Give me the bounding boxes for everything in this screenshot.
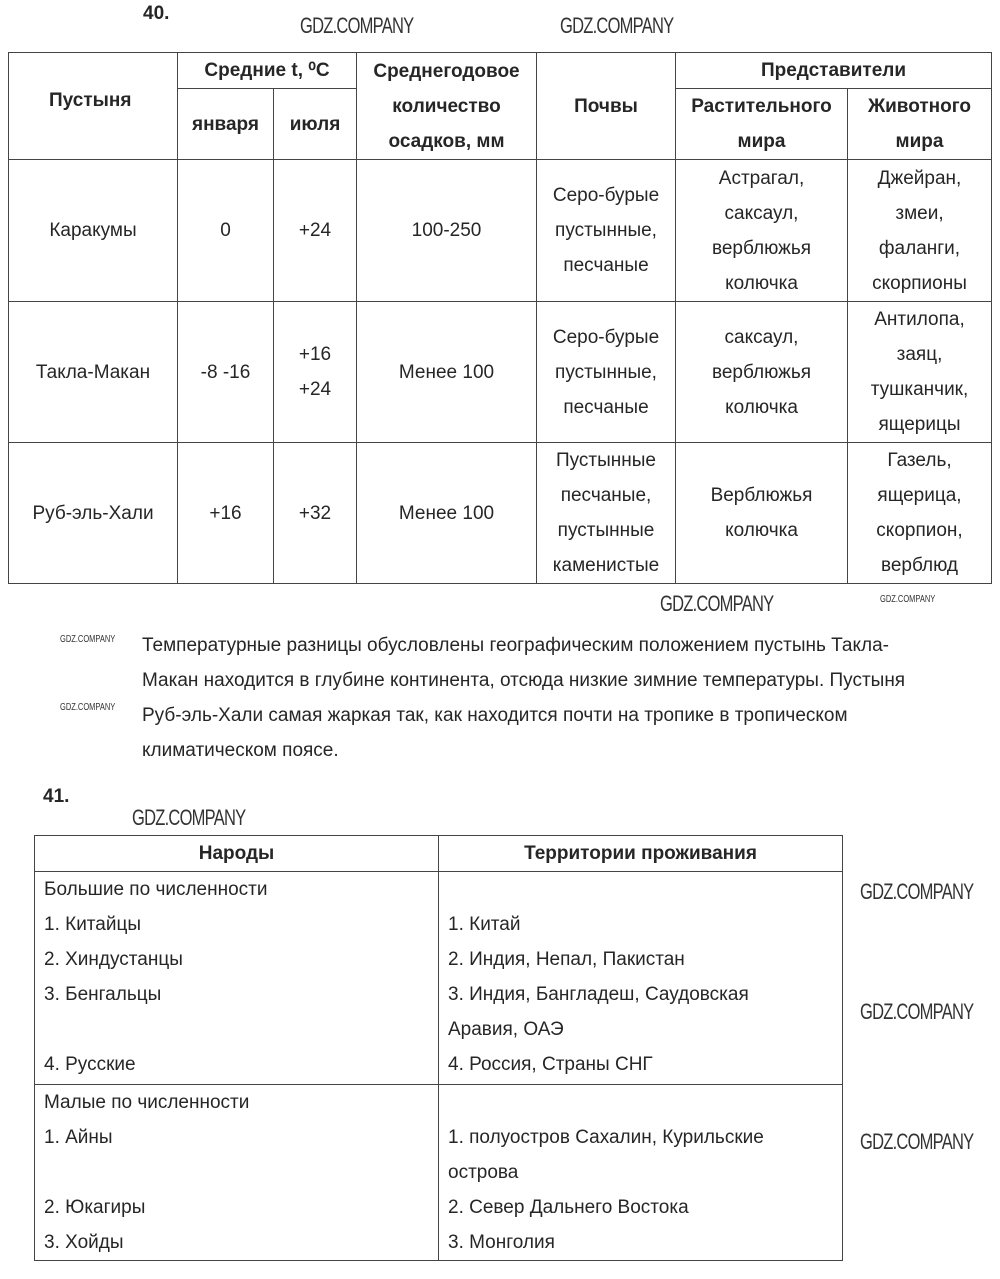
desert-name: Каракумы xyxy=(9,160,178,302)
flora: саксаул, верблюжья колючка xyxy=(676,302,848,443)
explanation-paragraph: Температурные разницы обусловлены географическим положением пустынь Такла-Макан находится в глубине континента, отсюда низкие зимние температуры. Пустыня Руб-эль-Хали самая жаркая так, как находится почти на тропике в тропическом климатическом поясе. xyxy=(142,635,906,761)
fauna: Газель, ящерица, скорпион, верблюд xyxy=(848,443,992,584)
header-fauna: Животного мира xyxy=(848,89,992,160)
task-41-number: 41. xyxy=(43,786,70,807)
jul-temp: +24 xyxy=(274,160,357,302)
flora: Астрагал, саксаул, верблюжья колючка xyxy=(676,160,848,302)
header-january: января xyxy=(178,89,274,160)
desert-name: Руб-эль-Хали xyxy=(9,443,178,584)
precipitation: Менее 100 xyxy=(357,302,537,443)
deserts-table xyxy=(8,52,992,584)
watermark: GDZ.COMPANY xyxy=(880,594,936,605)
header-july: июля xyxy=(274,89,357,160)
header-desert: Пустыня xyxy=(9,53,178,160)
header-precipitation: Среднегодовое количество осадков, мм xyxy=(357,53,537,160)
table-row xyxy=(9,443,992,584)
watermark: GDZ.COMPANY xyxy=(560,13,674,38)
watermark: GDZ.COMPANY xyxy=(860,1129,974,1154)
header-soils: Почвы xyxy=(537,53,676,160)
watermark: GDZ.COMPANY xyxy=(300,13,414,38)
fauna: Антилопа, заяц, тушканчик, ящерицы xyxy=(848,302,992,443)
flora: Верблюжья колючка xyxy=(676,443,848,584)
header-avg-temp: Средние t, ⁰C xyxy=(178,53,357,89)
large-peoples: Большие по численности 1. Китайцы 2. Хиндустанцы 3. Бенгальцы 4. Русские xyxy=(35,872,439,1085)
header-peoples: Народы xyxy=(35,836,439,872)
desert-name: Такла-Макан xyxy=(9,302,178,443)
table-row xyxy=(9,160,992,302)
soils: Пустынные песчаные, пустынные каменистые xyxy=(537,443,676,584)
soils: Серо-бурые пустынные, песчаные xyxy=(537,160,676,302)
watermark: GDZ.COMPANY xyxy=(132,805,246,830)
jan-temp: 0 xyxy=(178,160,274,302)
header-flora: Растительного мира xyxy=(676,89,848,160)
jul-temp: +16 +24 xyxy=(274,302,357,443)
jan-temp: +16 xyxy=(178,443,274,584)
watermark: GDZ.COMPANY xyxy=(60,634,116,645)
small-territories: 1. полуостров Сахалин, Курильские острова 2. Север Дальнего Востока 3. Монголия xyxy=(439,1085,843,1261)
precipitation: 100-250 xyxy=(357,160,537,302)
watermark: GDZ.COMPANY xyxy=(860,879,974,904)
peoples-table xyxy=(34,835,843,1261)
jan-temp: -8 -16 xyxy=(178,302,274,443)
precipitation: Менее 100 xyxy=(357,443,537,584)
jul-temp: +32 xyxy=(274,443,357,584)
fauna: Джейран, змеи, фаланги, скорпионы xyxy=(848,160,992,302)
table-row xyxy=(35,872,843,1085)
large-territories: 1. Китай 2. Индия, Непал, Пакистан 3. Индия, Бангладеш, Саудовская Аравия, ОАЭ 4. Россия, Страны СНГ xyxy=(439,872,843,1085)
watermark: GDZ.COMPANY xyxy=(860,999,974,1024)
table-row xyxy=(9,302,992,443)
task-40-number: 40. xyxy=(143,3,170,24)
table-row xyxy=(35,1085,843,1261)
watermark: GDZ.COMPANY xyxy=(60,702,116,713)
small-peoples: Малые по численности 1. Айны 2. Юкагиры 3. Хойды xyxy=(35,1085,439,1261)
soils: Серо-бурые пустынные, песчаные xyxy=(537,302,676,443)
watermark: GDZ.COMPANY xyxy=(660,591,774,616)
header-territories: Территории проживания xyxy=(439,836,843,872)
header-representatives: Представители xyxy=(676,53,992,89)
